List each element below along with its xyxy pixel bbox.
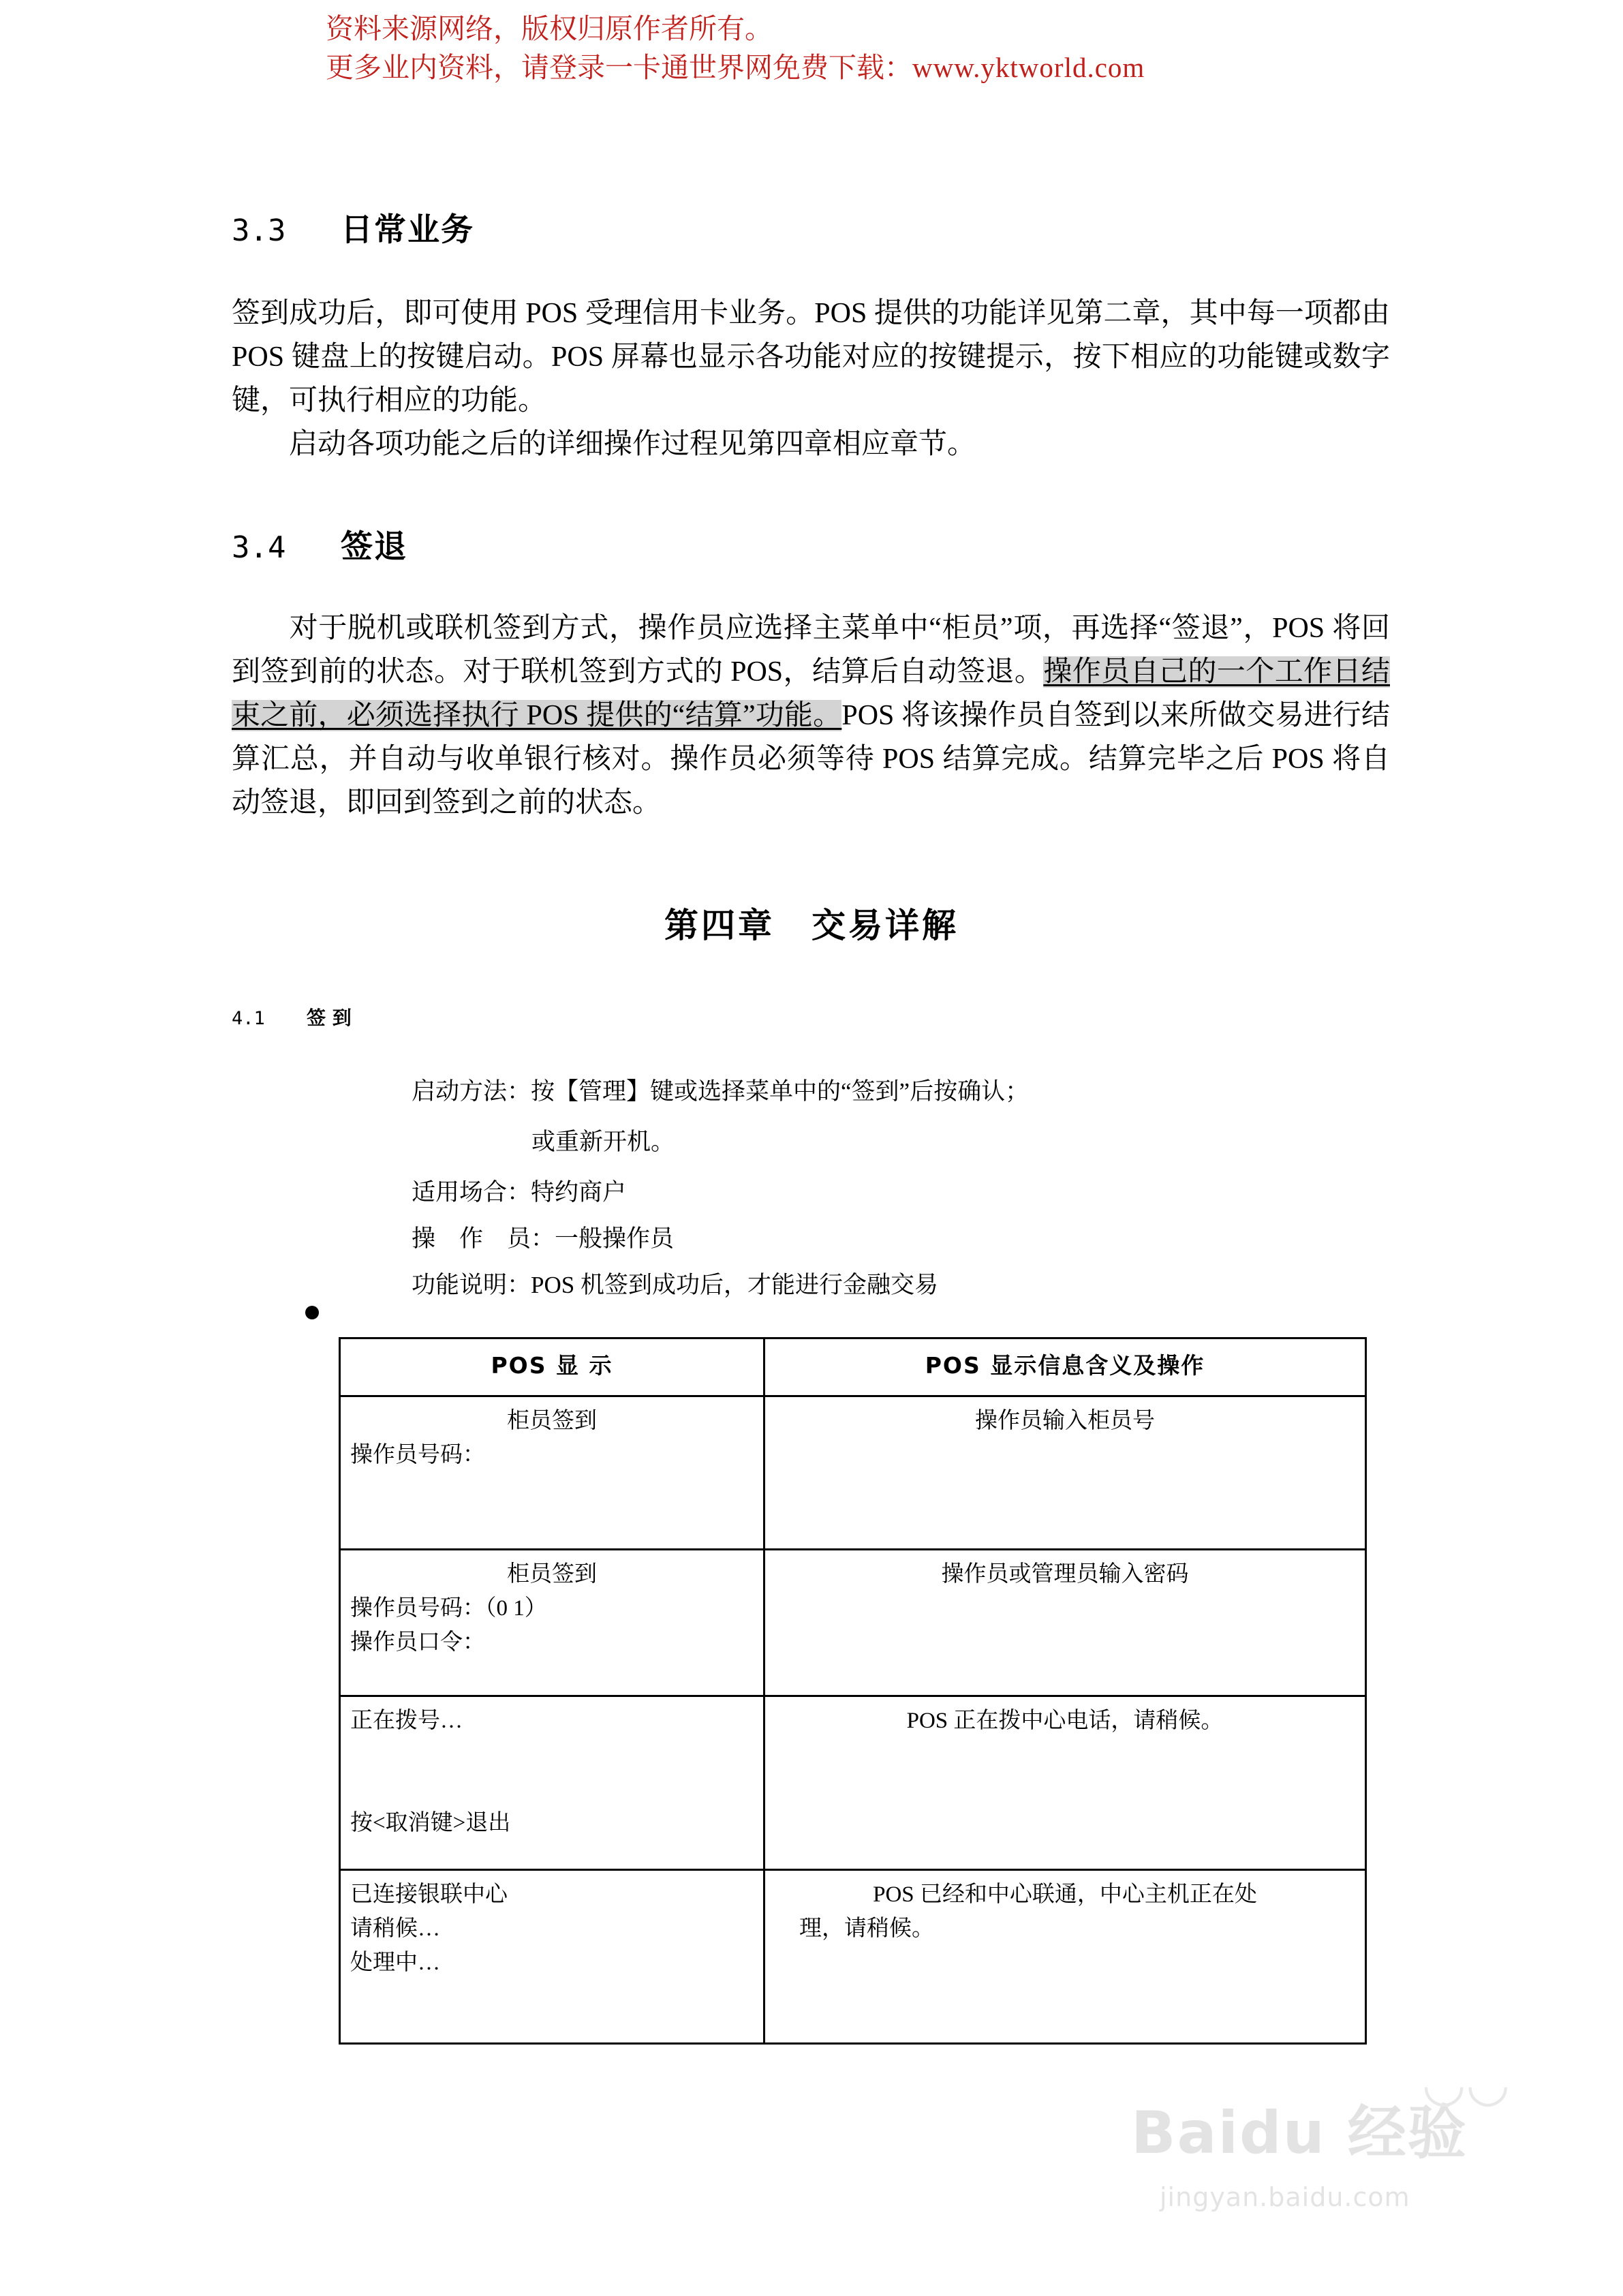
paragraph-3-3-1: 签到成功后，即可使用 POS 受理信用卡业务。POS 提供的功能详见第二章，其中每一项都由 POS 键盘上的按键启动。POS 屏幕也显示各功能对应的按键提示，按下相应的功能键或数字键，可执行相应的功能。 [232, 298, 1390, 416]
paragraph-3-3-2-text: 启动各项功能之后的详细操作过程见第四章相应章节。 [289, 429, 976, 460]
heading-3-4-title: 签退 [341, 528, 407, 566]
source-banner-line-2-prefix: 更多业内资料，请登录一卡通世界网免费下载： [326, 50, 912, 84]
detail-line-startup-alt [531, 1126, 675, 1159]
detail-line-operator [412, 1223, 674, 1255]
cell-title: 柜员签到 [507, 1409, 597, 1433]
table-header-pos-display: POS 显 示 [340, 1338, 764, 1396]
table-row [340, 1696, 1366, 1870]
cell-title: 操作员或管理员输入密码 [941, 1562, 1189, 1587]
bullet-marker [305, 1306, 319, 1319]
detail-value-startup: 按【管理】键或选择菜单中的“签到”后按确认； [531, 1078, 1030, 1105]
cell-line: 处理中… [350, 1950, 440, 1975]
cell-spacer [350, 1738, 754, 1772]
cell-title: 柜员签到 [507, 1562, 597, 1587]
detail-line-function [412, 1269, 938, 1302]
cell-line: 操作员口令： [350, 1630, 485, 1655]
cell-line: 已连接银联中心 [350, 1882, 508, 1907]
cell-line: 理，请稍候。 [799, 1916, 934, 1941]
source-banner-line-1: 资料来源网络，版权归原作者所有。 [326, 12, 773, 45]
pos-display-table [339, 1337, 1367, 2045]
cell-line: 按<取消键>退出 [350, 1811, 511, 1835]
heading-3-3-number: 3.3 [232, 213, 286, 248]
baidu-jingyan-watermark [1131, 2056, 1581, 2249]
table-cell-pos-meaning [764, 1870, 1366, 2044]
paragraph-3-4-before: 对于脱机或联机签到方式，操作员应选择主菜单中“柜员”项，再选择“签退”，POS 将回到签到前的状态。对于联机签到方式的 POS，结算后自动签退。 [232, 613, 1390, 688]
chapter-4-title: 第四章 交易详解 [664, 906, 959, 945]
heading-4-1-number: 4.1 [232, 1008, 265, 1029]
table-cell-pos-display [340, 1696, 764, 1870]
highlighted-text: 操作员自己的一个工作日结束之前，必须选择执行 POS 提供的“结算”功能。 [232, 656, 1390, 731]
table-row [340, 1870, 1366, 2044]
paragraph-3-4-after: POS 将该操作员自签到以来所做交易进行结算汇总，并自动与收单银行核对。操作员必须等待 POS 结算完成。结算完毕之后 POS 将自动签退，即回到签到之前的状态。 [232, 700, 1390, 818]
detail-line-scenario [412, 1176, 626, 1209]
source-banner-line-2 [326, 48, 1348, 87]
heading-3-3 [232, 204, 474, 250]
watermark-logo-icon: ◡◡ [1421, 2056, 1510, 2112]
table-cell-pos-meaning [764, 1396, 1366, 1550]
table-row [340, 1396, 1366, 1550]
cell-title: 操作员输入柜员号 [975, 1409, 1155, 1433]
detail-line-startup [412, 1075, 1029, 1108]
watermark-sub-text: jingyan.baidu.com [1160, 2182, 1410, 2212]
heading-4-1 [232, 1003, 352, 1030]
cell-line: 请稍候… [350, 1916, 440, 1941]
heading-3-4 [232, 521, 407, 567]
detail-value-scenario: 特约商户 [531, 1179, 627, 1206]
cell-spacer [350, 1772, 754, 1806]
detail-label-function: 功能说明： [412, 1272, 531, 1298]
detail-label-operator: 操 作 员： [412, 1225, 555, 1252]
paragraph-3-3-2 [232, 423, 1390, 466]
table-cell-pos-display [340, 1396, 764, 1550]
source-banner-url: www.yktworld.com [912, 51, 1145, 83]
source-banner [326, 10, 1348, 87]
detail-value-startup-alt: 或重新开机。 [531, 1129, 675, 1155]
table-header-pos-meaning: POS 显示信息含义及操作 [764, 1338, 1366, 1396]
cell-line: 正在拨号… [350, 1709, 463, 1733]
table-row [340, 1550, 1366, 1696]
detail-value-function: POS 机签到成功后，才能进行金融交易 [531, 1272, 938, 1298]
table-cell-pos-meaning [764, 1696, 1366, 1870]
cell-line: 操作员号码： [350, 1443, 485, 1467]
table-header-row [340, 1338, 1366, 1396]
table-cell-pos-meaning [764, 1550, 1366, 1696]
paragraph-3-4-1 [232, 607, 1390, 825]
detail-label-startup: 启动方法： [412, 1078, 531, 1105]
heading-4-1-title: 签 到 [307, 1007, 352, 1029]
cell-line: 操作员号码：（0 1） [350, 1596, 547, 1621]
table-cell-pos-display [340, 1870, 764, 2044]
watermark-main-text: Baidu 经验 [1131, 2099, 1468, 2167]
detail-value-operator: 一般操作员 [555, 1225, 675, 1252]
table-cell-pos-display [340, 1550, 764, 1696]
cell-title: POS 正在拨中心电话，请稍候。 [906, 1709, 1224, 1733]
heading-3-4-number: 3.4 [232, 530, 286, 565]
detail-label-scenario: 适用场合： [412, 1179, 531, 1206]
cell-title: POS 已经和中心联通，中心主机正在处 [873, 1882, 1257, 1907]
heading-3-3-title: 日常业务 [341, 211, 474, 249]
